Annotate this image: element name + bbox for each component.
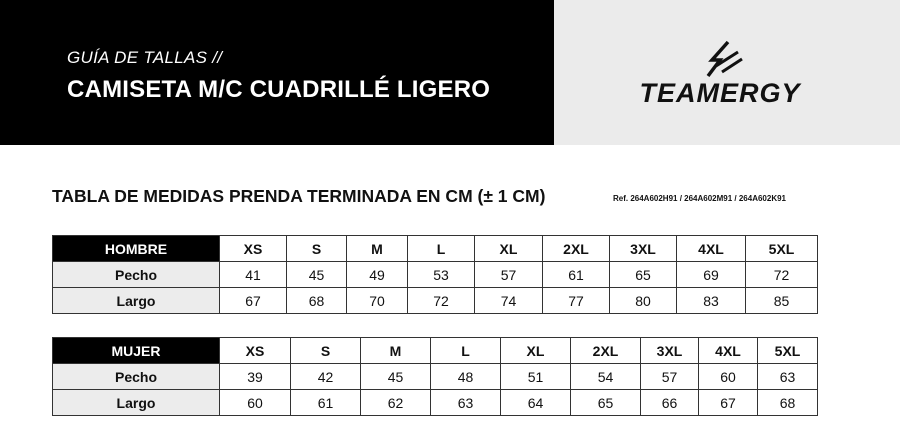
row-label-pecho: Pecho [53, 262, 220, 288]
table-row [53, 390, 818, 416]
size-header: XL [501, 338, 571, 364]
table-cell: 54 [571, 364, 641, 390]
size-header: 5XL [758, 338, 818, 364]
table-cell: 63 [431, 390, 501, 416]
size-header: S [287, 236, 347, 262]
table-cell: 51 [501, 364, 571, 390]
size-header: XL [475, 236, 543, 262]
table-cell: 83 [677, 288, 746, 314]
table-cell: 68 [287, 288, 347, 314]
table-cell: 61 [543, 262, 610, 288]
size-header: 2XL [571, 338, 641, 364]
table-row [53, 288, 818, 314]
table-cell: 57 [475, 262, 543, 288]
table-cell: 60 [699, 364, 758, 390]
table-cell: 72 [408, 288, 475, 314]
table-cell: 72 [746, 262, 818, 288]
table-cell: 68 [758, 390, 818, 416]
header-title-panel [0, 0, 554, 145]
hombre-label: HOMBRE [53, 236, 220, 262]
table-cell: 48 [431, 364, 501, 390]
table-cell: 60 [220, 390, 291, 416]
brand-logo [630, 36, 810, 112]
table-cell: 64 [501, 390, 571, 416]
reference-codes: Ref. 264A602H91 / 264A602M91 / 264A602K91 [613, 194, 787, 203]
table-cell: 80 [610, 288, 677, 314]
table-cell: 53 [408, 262, 475, 288]
table-cell: 62 [361, 390, 431, 416]
product-title: CAMISETA M/C CUADRILLÉ LIGERO [67, 76, 491, 103]
table-cell: 63 [758, 364, 818, 390]
size-header: M [361, 338, 431, 364]
size-header: XS [220, 338, 291, 364]
size-header: 3XL [641, 338, 699, 364]
size-header: S [291, 338, 361, 364]
size-header: 2XL [543, 236, 610, 262]
hombre-size-table [52, 235, 818, 314]
mujer-header-row [53, 338, 818, 364]
row-label-largo: Largo [53, 288, 220, 314]
table-cell: 45 [361, 364, 431, 390]
table-cell: 65 [610, 262, 677, 288]
mujer-size-table [52, 337, 818, 416]
table-cell: 57 [641, 364, 699, 390]
size-header: XS [220, 236, 287, 262]
size-header: M [347, 236, 408, 262]
row-label-largo: Largo [53, 390, 220, 416]
size-header: 3XL [610, 236, 677, 262]
guide-subtitle: GUÍA DE TALLAS // [67, 48, 223, 67]
hombre-header-row [53, 236, 818, 262]
size-header: 4XL [677, 236, 746, 262]
size-header: L [408, 236, 475, 262]
table-cell: 67 [220, 288, 287, 314]
table-cell: 49 [347, 262, 408, 288]
brand-name: TEAMERGY [639, 78, 801, 108]
table-cell: 67 [699, 390, 758, 416]
table-heading: TABLA DE MEDIDAS PRENDA TERMINADA EN CM (± 1 CM) [52, 186, 546, 206]
size-header: 4XL [699, 338, 758, 364]
table-row [53, 364, 818, 390]
table-cell: 77 [543, 288, 610, 314]
table-cell: 69 [677, 262, 746, 288]
size-header: L [431, 338, 501, 364]
row-label-pecho: Pecho [53, 364, 220, 390]
mujer-label: MUJER [53, 338, 220, 364]
table-cell: 39 [220, 364, 291, 390]
table-cell: 45 [287, 262, 347, 288]
table-cell: 66 [641, 390, 699, 416]
table-cell: 85 [746, 288, 818, 314]
size-header: 5XL [746, 236, 818, 262]
lightning-bolt-icon [630, 36, 810, 80]
table-cell: 74 [475, 288, 543, 314]
table-cell: 41 [220, 262, 287, 288]
table-cell: 65 [571, 390, 641, 416]
table-cell: 70 [347, 288, 408, 314]
table-cell: 61 [291, 390, 361, 416]
table-row [53, 262, 818, 288]
table-cell: 42 [291, 364, 361, 390]
